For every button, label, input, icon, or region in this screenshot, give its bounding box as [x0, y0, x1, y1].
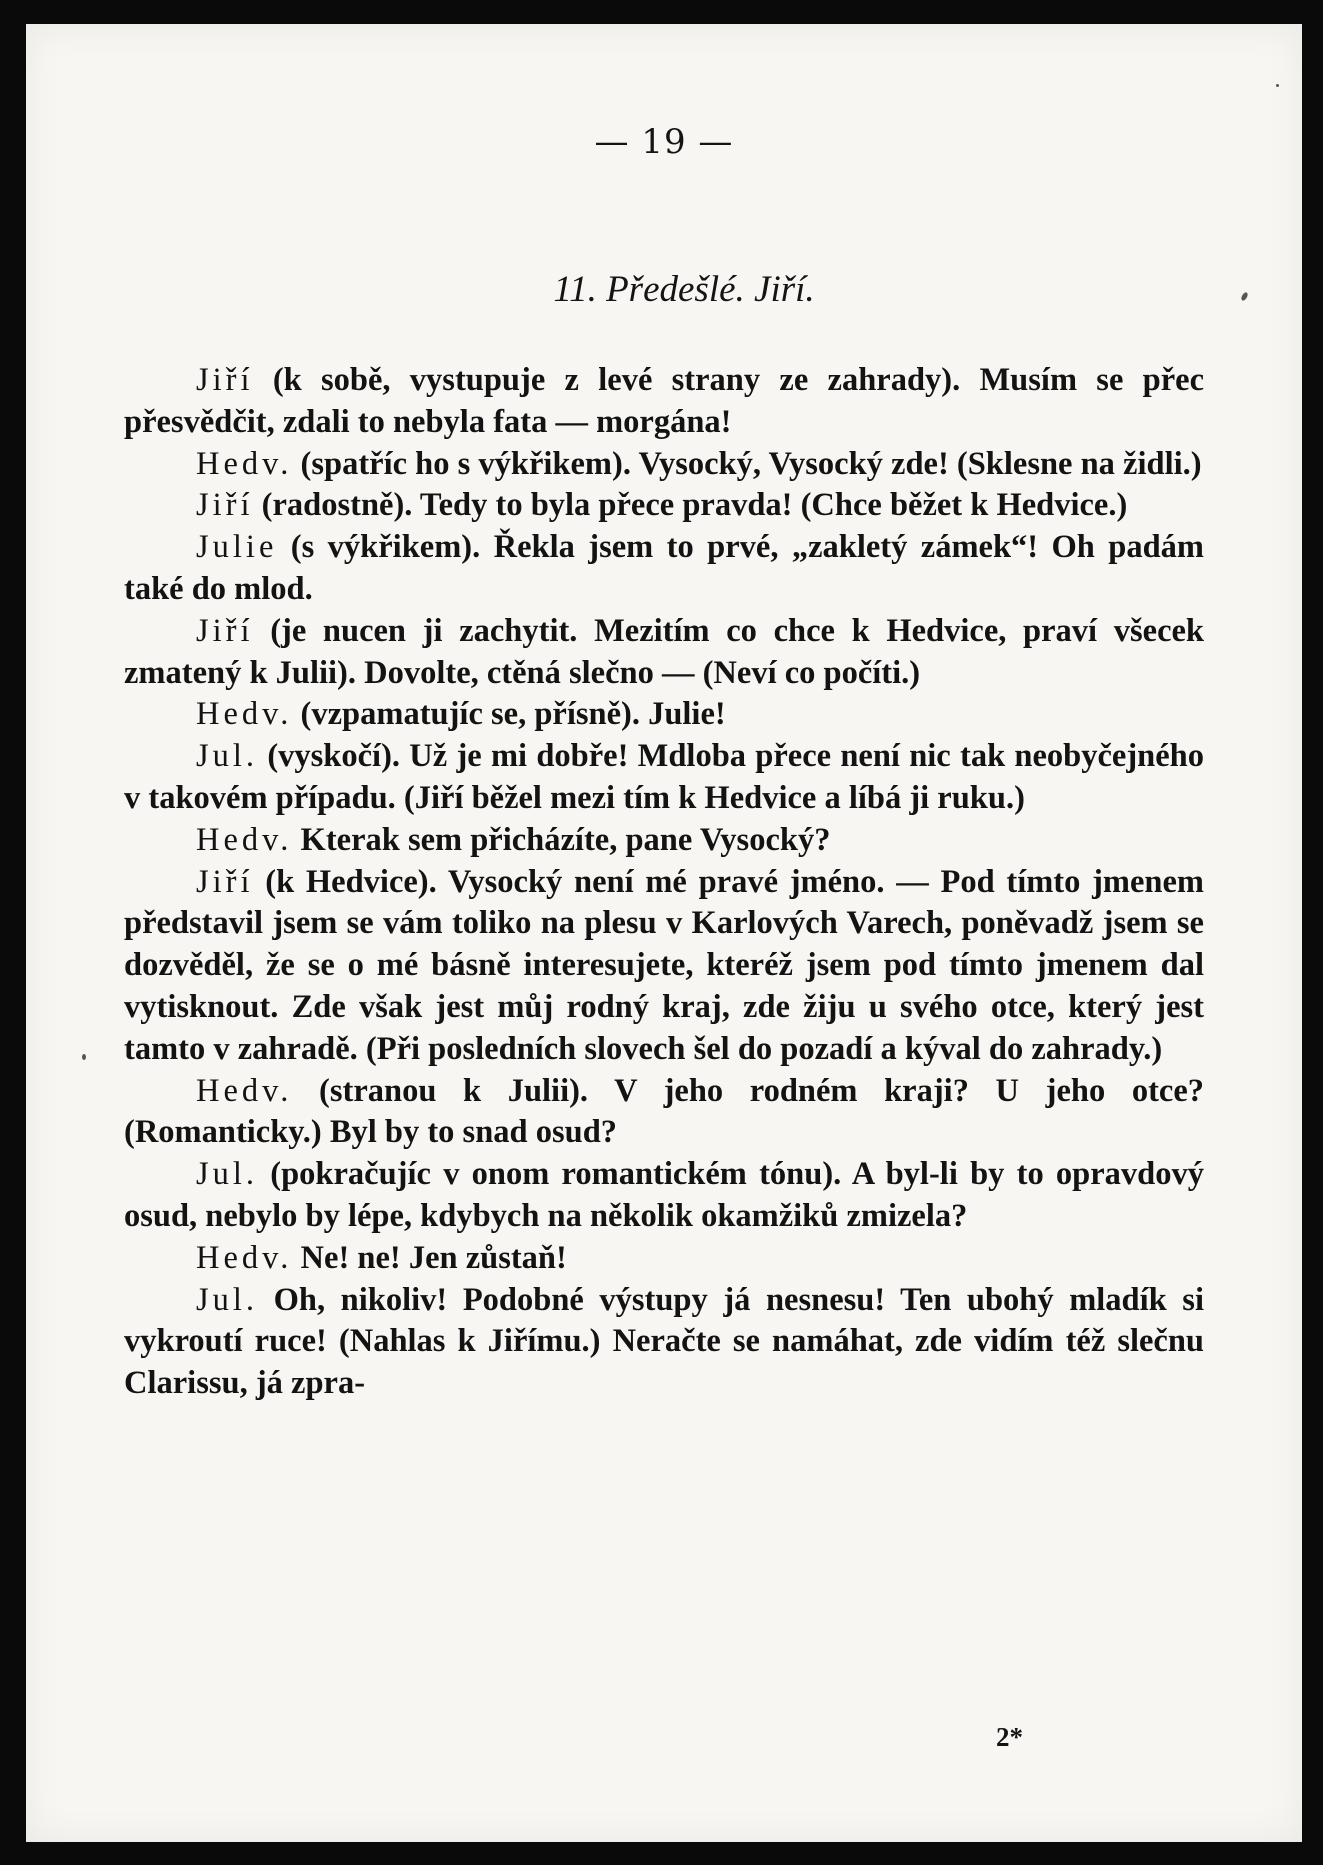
dialogue-paragraph [124, 360, 1204, 444]
speaker-name: Hedv. [196, 1072, 293, 1109]
paragraph-text: Ne! ne! Jen zůstaň! [292, 1239, 567, 1276]
dialogue-paragraph [124, 820, 1204, 862]
speaker-name: Hedv. [196, 696, 293, 733]
ink-speck [82, 1054, 86, 1060]
paragraph-text: (s výkřikem). Řekla jsem to prvé, „zakletý zámek“! Oh padám také do mlod. [124, 529, 1204, 607]
paragraph-text: (je nucen ji zachytit. Mezitím co chce k Hedvice, praví všecek zmatený k Julii). Dovolte, ctěná slečno — (Neví co počíti.) [124, 612, 1204, 691]
dialogue-paragraph [124, 1071, 1204, 1155]
paragraph-text: (vzpamatujíc se, přísně). Julie! [292, 696, 726, 733]
dialogue-paragraph [124, 485, 1204, 527]
page-number: — 19 — [594, 122, 734, 162]
dialogue-paragraph [124, 444, 1204, 486]
dialogue-paragraph [124, 736, 1204, 820]
dialogue-paragraph [124, 1238, 1204, 1280]
speaker-name: Jiří [196, 863, 254, 900]
speaker-name: Julie [196, 529, 278, 566]
paragraph-text: Oh, nikoliv! Podobné výstupy já nesnesu! Ten ubohý mladík si vykroutí ruce! (Nahlas k Jiřímu.) Neračte se namáhat, zde vidím též slečnu Clarissu, já zpra- [124, 1281, 1204, 1402]
paragraph-text: (k sobě, vystupuje z levé strany ze zahrady). Musím se přec přesvědčit, zdali to nebyla fata — morgána! [124, 362, 1204, 440]
signature-mark: 2* [996, 1722, 1023, 1752]
dialogue-paragraph [124, 862, 1204, 1071]
dialogue-paragraph [124, 527, 1204, 611]
paragraph-text: (k Hedvice). Vysocký není mé pravé jméno. — Pod tímto jmenem představil jsem se vám toliko na plesu v Karlových Varech, poněvadž jsem se dozvěděl, že se o mé básně interesujete, kteréž jsem pod tímto jmenem dal vytisknout. Zde však jest můj rodný kraj, zde žiju u svého otce, který jest tamto v zahradě. (Při posledních slovech šel do pozadí a kýval do zahrady.) [124, 863, 1204, 1067]
dialogue-paragraph [124, 1154, 1204, 1238]
paragraph-text: Kterak sem přicházíte, pane Vysocký? [292, 821, 831, 858]
speaker-name: Hedv. [196, 821, 293, 858]
dialogue-body [124, 360, 1204, 1405]
paragraph-text: (pokračujíc v onom romantickém tónu). A byl-li by to opravdový osud, nebylo by lépe, kdybych na několik okamžiků zmizela? [124, 1156, 1204, 1234]
paragraph-text: (radostně). Tedy to byla přece pravda! (Chce běžet k Hedvice.) [253, 487, 1128, 524]
speaker-name: Jul. [196, 1156, 259, 1193]
speaker-name: Jiří [196, 362, 254, 398]
dialogue-paragraph [124, 694, 1204, 736]
speaker-name: Jiří [196, 612, 254, 649]
speaker-name: Hedv. [196, 1239, 293, 1276]
paragraph-text: (vyskočí). Už je mi dobře! Mdloba přece není nic tak neobyčejného v takovém případu. (Jiří běžel mezi tím k Hedvice a líbá ji ruku.) [124, 738, 1204, 816]
dialogue-paragraph [124, 611, 1204, 695]
speaker-name: Jul. [196, 1281, 259, 1318]
speaker-name: Jul. [196, 738, 259, 775]
paragraph-text: (stranou k Julii). V jeho rodném kraji? U jeho otce? (Romanticky.) Byl by to snad osud? [124, 1072, 1204, 1151]
dialogue-paragraph [124, 1280, 1204, 1405]
ink-speck [1276, 84, 1279, 87]
paragraph-text: (spatříc ho s výkřikem). Vysocký, Vysocký zde! (Sklesne na židli.) [292, 445, 1202, 482]
book-page [26, 24, 1302, 1842]
speaker-name: Hedv. [196, 445, 293, 482]
scene-heading: 11. Předešlé. Jiří. [553, 269, 815, 310]
speaker-name: Jiří [196, 487, 254, 524]
